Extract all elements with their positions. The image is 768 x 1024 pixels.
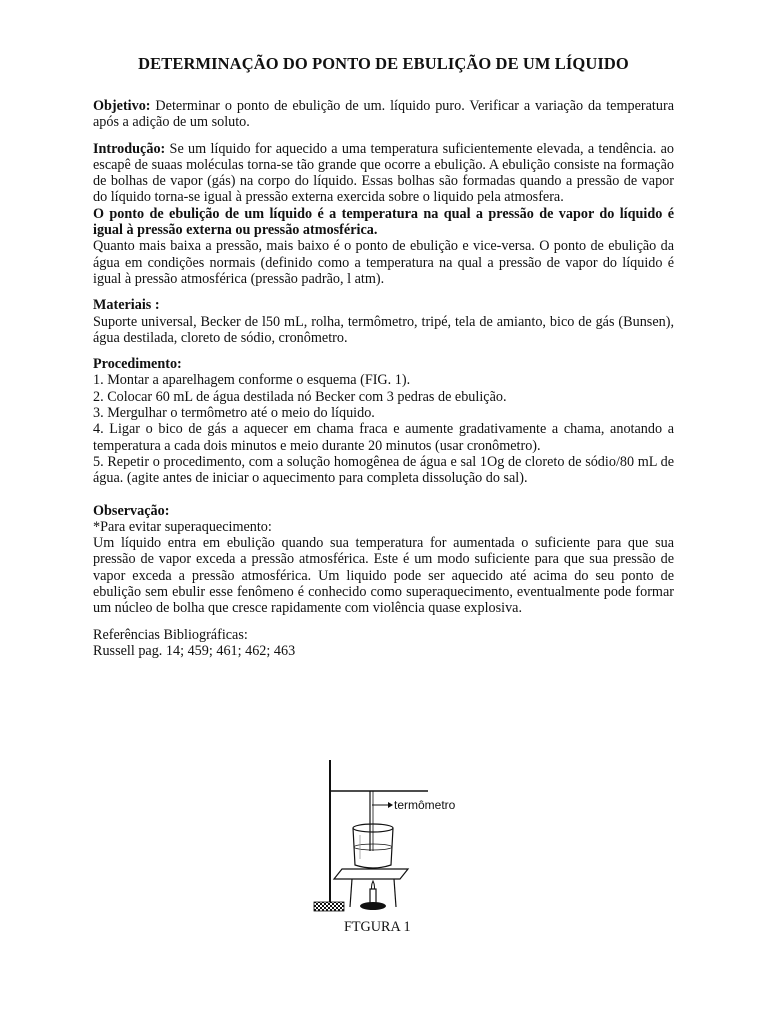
burner-tube [370, 889, 376, 903]
burner-base [360, 902, 386, 910]
objective-section [93, 98, 674, 131]
wire-gauze [334, 869, 408, 879]
references-text: Russell pag. 14; 459; 461; 462; 463 [93, 642, 296, 659]
procedure-label: Procedimento: [93, 356, 182, 373]
objective-text: Determinar o ponto de ebulição de um. líquido puro. Verificar a variação da temperatura após a adição de um soluto. [93, 98, 674, 131]
introduction-text: Se um líquido for aquecido a uma temperatura suficientemente elevada, a tendência. ao escapê de suaas moléculas torna-se tão grande que ocorre a ebulição. A ebulição consiste na formação de bolhas de vapor (gás) na corpo do líquido. Essas bolhas são formadas quando a pressão de vapor do líquido torna-se igual à pressão externa exercida sobre o liquido pela atmosfera. [93, 140, 674, 206]
materials-text: Suporte universal, Becker de l50 mL, rolha, termômetro, tripé, tela de amianto, bico de gás (Bunsen), água destilada, cloreto de sódio, cronômetro. [93, 313, 674, 346]
tripod-leg [350, 879, 352, 907]
references-section [93, 627, 674, 660]
observation-subtitle: *Para evitar superaquecimento: [93, 518, 272, 535]
procedure-step-3: 3. Mergulhar o termômetro até o meio do líquido. [93, 405, 375, 422]
document-title: DETERMINAÇÃO DO PONTO DE EBULIÇÃO DE UM LÍQUIDO [138, 54, 629, 73]
procedure-step-4: 4. Ligar o bico de gás a aquecer em chama fraca e aumente gradativamente a chama, anotando a temperatura a cada dois minutos e meio durante 20 minutos (usar cronômetro). [93, 421, 674, 454]
procedure-step-2: 2. Colocar 60 mL de água destilada nó Becker com 3 pedras de ebulição. [93, 388, 507, 405]
document-page [93, 54, 674, 659]
boiling-point-definition: O ponto de ebulição de um líquido é a temperatura na qual a pressão de vapor do líquido é igual à pressão externa ou pressão atmosférica. [93, 205, 674, 239]
stand-base [314, 902, 344, 911]
thermometer-label: termômetro [394, 798, 456, 812]
figure-caption: FTGURA 1 [344, 919, 411, 935]
introduction-section [93, 141, 674, 206]
introduction-label: Introdução: [93, 140, 166, 157]
tripod-leg [394, 879, 396, 907]
apparatus-figure [300, 755, 480, 935]
procedure-step-1: 1. Montar a aparelhagem conforme o esquema (FIG. 1). [93, 372, 411, 389]
procedure-step-5: 5. Repetir o procedimento, com a solução homogênea de água e sal 1Og de cloreto de sódio/80 mL de água. (agite antes de iniciar o aquecimento para completa dissolução do sal). [93, 453, 674, 487]
introduction-text-continued: Quanto mais baixa a pressão, mais baixo é o ponto de ebulição e vice-versa. O ponto de ebulição da água em condições normais (definido como a temperatura na qual a pressão de vapor do líquido é igual à pressão atmosférica (pressão padrão, l atm). [93, 238, 674, 287]
objective-label: Objetivo: [93, 98, 151, 114]
observation-label: Observação: [93, 502, 170, 519]
references-label: Referências Bibliográficas: [93, 626, 248, 643]
materials-label: Materiais : [93, 297, 160, 314]
observation-text: Um líquido entra em ebulição quando sua temperatura for aumentada o suficiente para que sua pressão de vapor exceda a pressão atmosférica. Este é um modo suficiente para que sua pressão de vapor exceda a pressão atmosférica. Um liquido pode ser aquecido até acima do seu ponto de ebulição sem ebulir esse fenômeno é conhecido como superaquecimento, eventualmente pode formar um núcleo de bolha que cresce rapidamente com violência quase explosiva. [93, 535, 674, 617]
